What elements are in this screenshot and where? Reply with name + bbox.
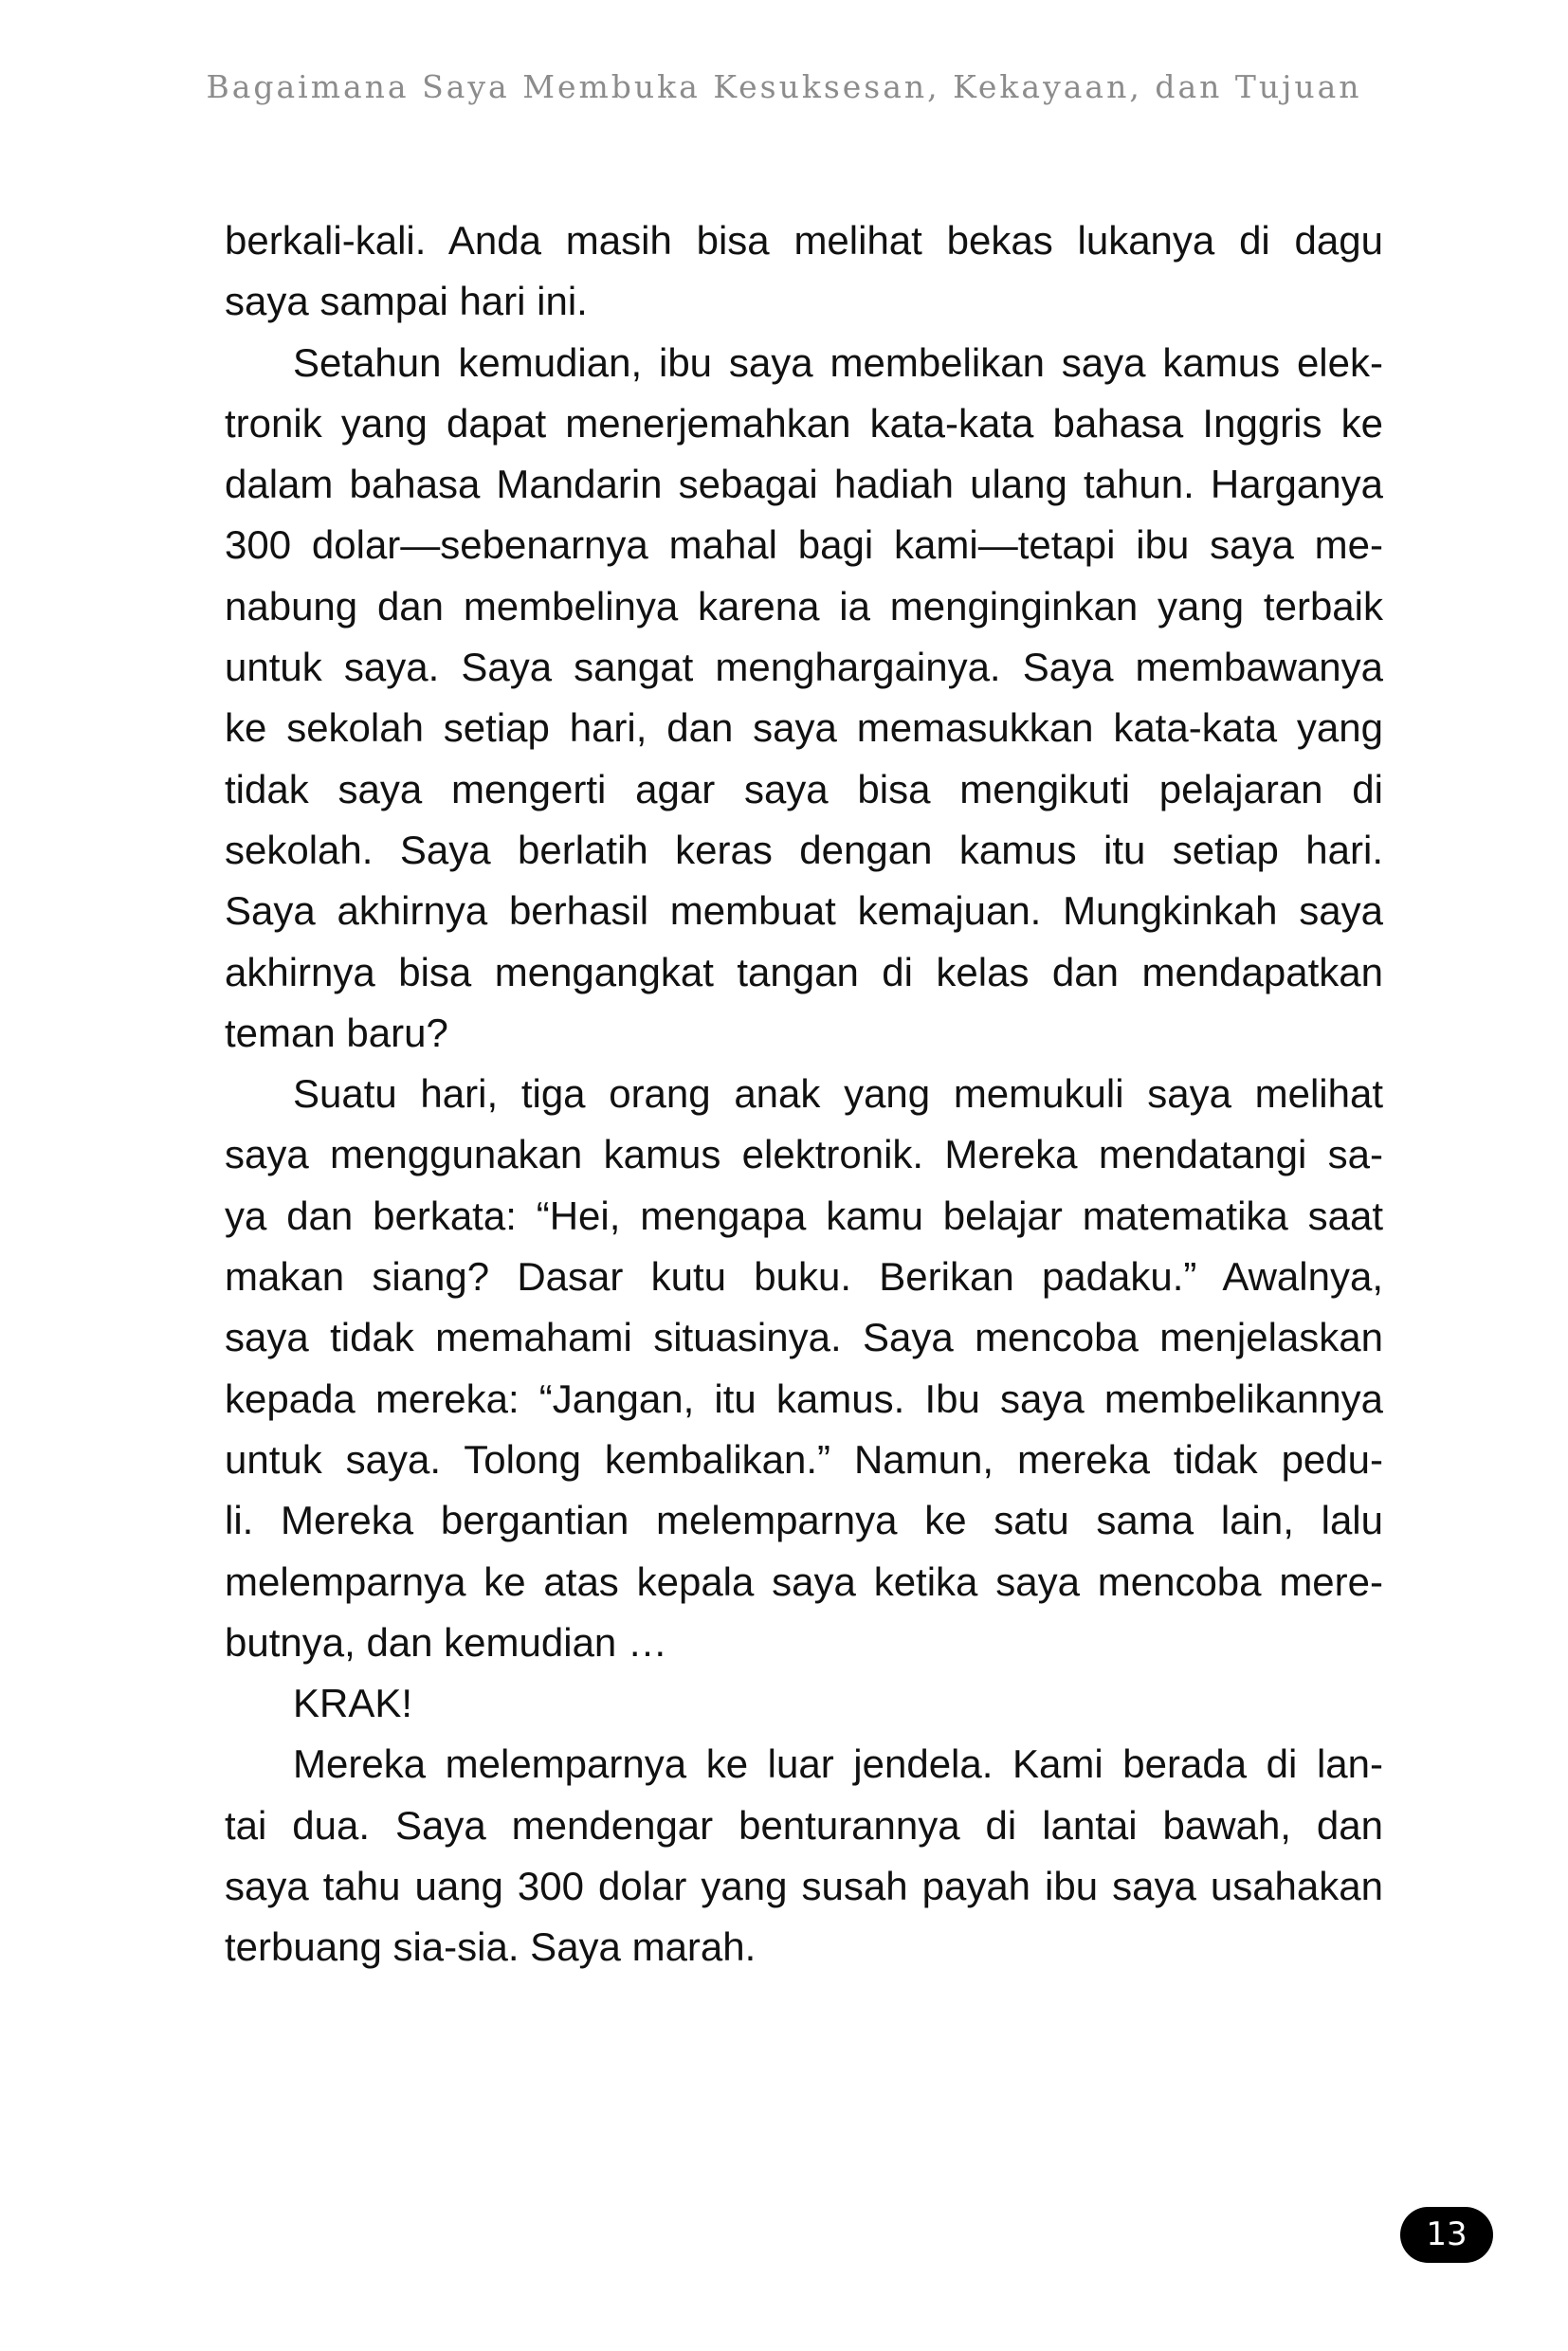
body-text bbox=[225, 210, 1383, 1978]
paragraph-first-line: Mereka melemparnya ke luar jendela. Kami berada di lan- bbox=[293, 1741, 1383, 1787]
text-line: terbuang sia-sia. Saya marah. bbox=[225, 1924, 757, 1970]
text-line: akhirnya bisa mengangkat tangan di kelas dan mendapatkan bbox=[225, 949, 1383, 994]
paragraph-first-line: Setahun kemudian, ibu saya membelikan saya kamus elek- bbox=[293, 339, 1383, 385]
text-line: berkali-kali. Anda masih bisa melihat bekas lukanya di dagu bbox=[225, 218, 1383, 263]
text-line: kepada mereka: “Jangan, itu kamus. Ibu saya membelikannya bbox=[225, 1376, 1383, 1421]
text-line: li. Mereka bergantian melemparnya ke satu sama lain, lalu bbox=[225, 1498, 1383, 1543]
paragraph-first-line: Suatu hari, tiga orang anak yang memukuli saya melihat bbox=[293, 1071, 1383, 1117]
text-line: butnya, dan kemudian … bbox=[225, 1619, 667, 1665]
text-line: saya menggunakan kamus elektronik. Mereka mendatangi sa- bbox=[225, 1132, 1383, 1177]
text-line: melemparnya ke atas kepala saya ketika saya mencoba mere- bbox=[225, 1558, 1383, 1604]
text-line: untuk saya. Saya sangat menghargainya. Saya membawanya bbox=[225, 645, 1383, 690]
paragraph-first-line: KRAK! bbox=[293, 1681, 413, 1726]
page-number-badge: 13 bbox=[1400, 2207, 1493, 2263]
text-line: tidak saya mengerti agar saya bisa mengikuti pelajaran di bbox=[225, 766, 1383, 811]
text-line: 300 dolar—sebenarnya mahal bagi kami—tetapi ibu saya me- bbox=[225, 522, 1383, 568]
text-line: dalam bahasa Mandarin sebagai hadiah ulang tahun. Harganya bbox=[225, 462, 1383, 507]
text-line: sekolah. Saya berlatih keras dengan kamus itu setiap hari. bbox=[225, 827, 1383, 872]
text-line: nabung dan membelinya karena ia menginginkan yang terbaik bbox=[225, 583, 1383, 629]
text-line: teman baru? bbox=[225, 1010, 448, 1055]
text-line: saya sampai hari ini. bbox=[225, 279, 588, 324]
text-line: tronik yang dapat menerjemahkan kata-kata bahasa Inggris ke bbox=[225, 400, 1383, 446]
text-line: saya tahu uang 300 dolar yang susah payah ibu saya usahakan bbox=[225, 1864, 1383, 1909]
text-line: ke sekolah setiap hari, dan saya memasukkan kata-kata yang bbox=[225, 705, 1383, 751]
text-line: Saya akhirnya berhasil membuat kemajuan. Mungkinkah saya bbox=[225, 888, 1383, 934]
running-head: Bagaimana Saya Membuka Kesuksesan, Kekayaan, dan Tujuan bbox=[206, 68, 1362, 105]
text-line: tai dua. Saya mendengar benturannya di lantai bawah, dan bbox=[225, 1802, 1383, 1848]
text-line: makan siang? Dasar kutu buku. Berikan padaku.” Awalnya, bbox=[225, 1254, 1383, 1300]
text-line: ya dan berkata: “Hei, mengapa kamu belajar matematika saat bbox=[225, 1193, 1383, 1238]
text-line: untuk saya. Tolong kembalikan.” Namun, mereka tidak pedu- bbox=[225, 1436, 1383, 1482]
text-line: saya tidak memahami situasinya. Saya mencoba menjelaskan bbox=[225, 1315, 1383, 1360]
